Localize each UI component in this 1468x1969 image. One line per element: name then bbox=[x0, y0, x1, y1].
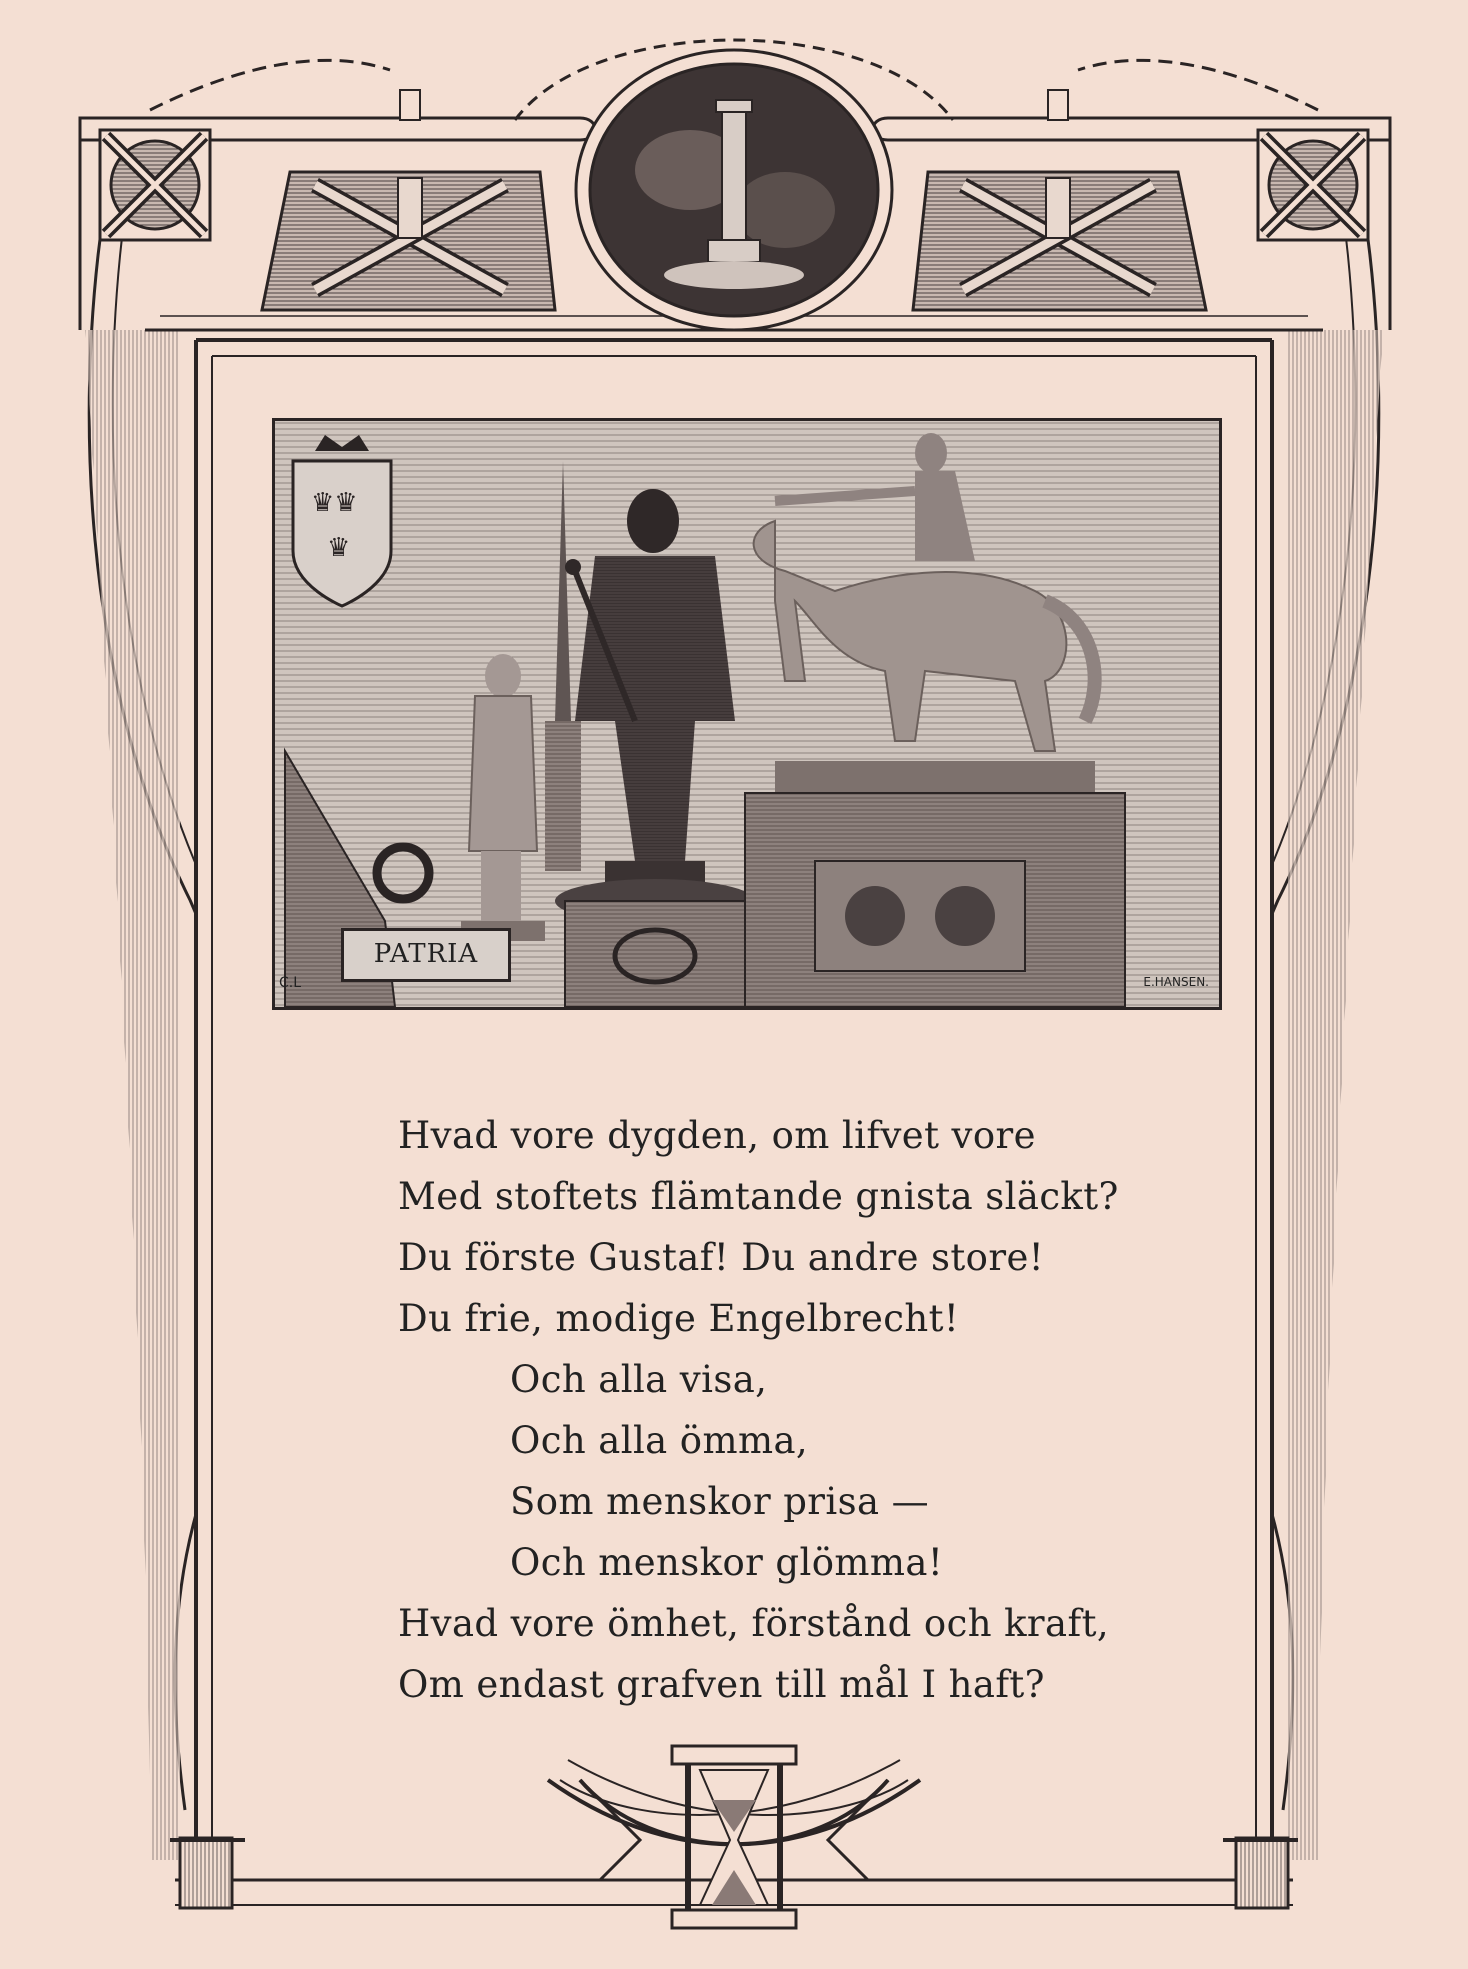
crossed-cannons-right bbox=[913, 172, 1206, 310]
artist-signature-left: C.L bbox=[279, 975, 302, 991]
poem-line: Som menskor prisa — bbox=[510, 1480, 930, 1523]
poem-line: Och alla visa, bbox=[510, 1358, 768, 1401]
poem-line: Med stoftets flämtande gnista släckt? bbox=[398, 1175, 1119, 1218]
coat-of-arms bbox=[293, 435, 391, 606]
poem-line: Du förste Gustaf! Du andre store! bbox=[398, 1236, 1045, 1279]
poem-line: Hvad vore ömhet, förstånd och kraft, bbox=[398, 1602, 1110, 1645]
svg-text:♛♛: ♛♛ bbox=[311, 488, 358, 518]
statues-illustration bbox=[272, 418, 1222, 1010]
poem-line: Hvad vore dygden, om lifvet vore bbox=[398, 1114, 1036, 1157]
poem-line: Och menskor glömma! bbox=[510, 1541, 944, 1584]
monument-medallion bbox=[576, 50, 892, 330]
poem-line: Du frie, modige Engelbrecht! bbox=[398, 1297, 960, 1340]
patria-plaque: PATRIA bbox=[341, 928, 511, 982]
svg-text:♛: ♛ bbox=[327, 533, 351, 563]
crossed-emblem-left bbox=[100, 130, 210, 240]
crossed-cannons-left bbox=[262, 172, 555, 310]
poem-line: Och alla ömma, bbox=[510, 1419, 809, 1462]
engraver-signature-right: E.HANSEN. bbox=[1143, 975, 1209, 989]
poem-text bbox=[398, 1105, 1158, 1715]
crossed-emblem-right bbox=[1258, 130, 1368, 240]
poem-line: Om endast grafven till mål I haft? bbox=[398, 1663, 1045, 1706]
